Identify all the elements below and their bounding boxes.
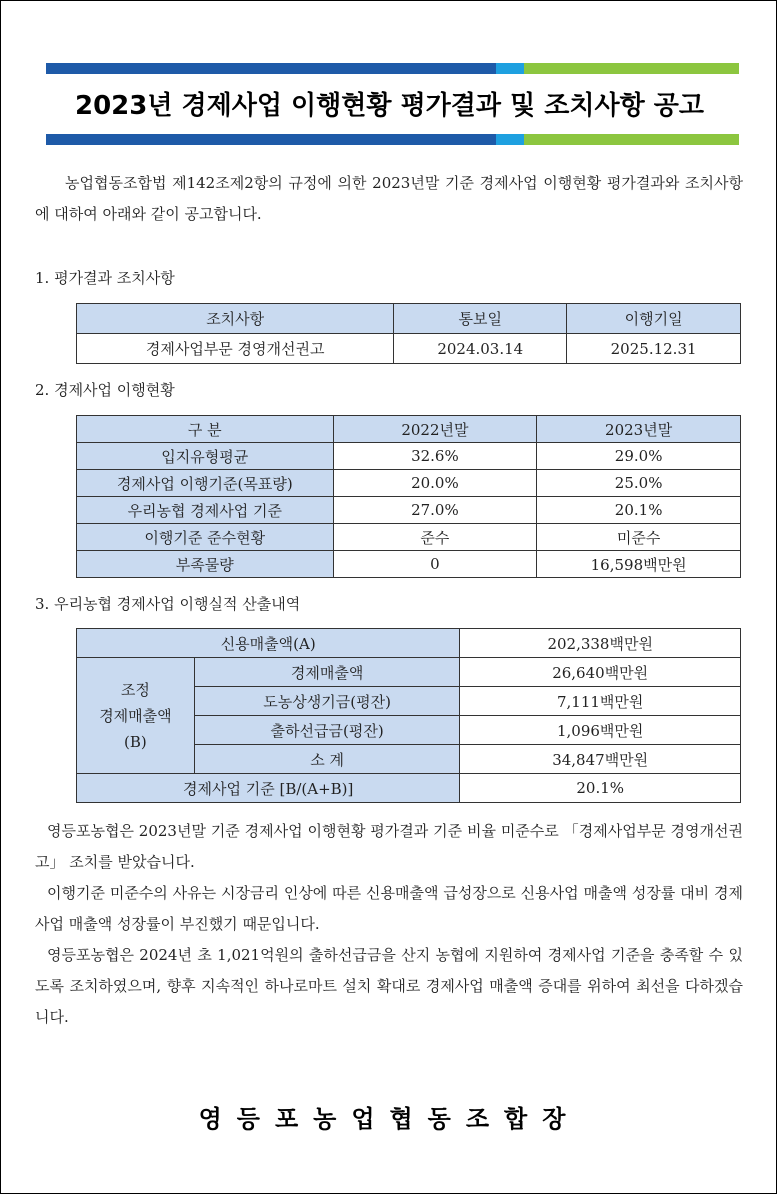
table-row [77, 658, 741, 687]
table-row [77, 774, 741, 803]
table-cell: 미준수 [537, 524, 741, 551]
table-cell: 27.0% [333, 497, 537, 524]
signature: 영등포농업협동조합장 [198, 1104, 581, 1133]
row-label: 경제사업 이행기준(목표량) [77, 470, 334, 497]
table-row [77, 629, 741, 658]
table-cell: 26,640백만원 [460, 658, 741, 687]
row-label: 이행기준 준수현황 [77, 524, 334, 551]
table-row [77, 334, 741, 364]
row-label: 도농상생기금(평잔) [194, 687, 460, 716]
table-header-row [77, 304, 741, 334]
credit-sales-label: 신용매출액(A) [77, 629, 460, 658]
header-cell: 조치사항 [77, 304, 394, 334]
credit-sales-value: 202,338백만원 [460, 629, 741, 658]
table-header-row [77, 416, 741, 443]
action-table [76, 303, 741, 364]
table-cell: 준수 [333, 524, 537, 551]
page-title: 2023년 경제사업 이행현황 평가결과 및 조치사항 공고 [75, 91, 704, 121]
adjusted-sales-label: 조정 경제매출액 (B) [77, 658, 195, 774]
row-label: 우리농협 경제사업 기준 [77, 497, 334, 524]
table-row [77, 551, 741, 578]
table-cell: 20.0% [333, 470, 537, 497]
intro-paragraph: 농업협동조합법 제142조제2항의 규정에 의한 2023년말 기준 경제사업 이행현황 평가결과와 조치사항에 대하여 아래와 같이 공고합니다. [35, 174, 743, 223]
table-cell: 25.0% [537, 470, 741, 497]
table-cell: 1,096백만원 [460, 716, 741, 745]
note-paragraph: 영등포농협은 2023년말 기준 경제사업 이행현황 평가결과 기준 비율 미준수로 「경제사업부문 경영개선권고」 조치를 받았습니다. [35, 822, 743, 871]
table-cell: 34,847백만원 [460, 745, 741, 774]
header-cell: 이행기일 [567, 304, 741, 334]
section3-heading: 3. 우리농협 경제사업 이행실적 산출내역 [35, 595, 301, 613]
note-paragraph: 영등포농협은 2024년 초 1,021억원의 출하선급금을 산지 농협에 지원하여 경제사업 기준을 충족할 수 있도록 조치하였으며, 향후 지속적인 하나로마트 설치 확대로 경제사업 매출액 증대를 위하여 최선을 다하겠습니다. [35, 946, 743, 1026]
section2-heading: 2. 경제사업 이행현황 [35, 381, 175, 399]
table-cell: 16,598백만원 [537, 551, 741, 578]
table-row [77, 443, 741, 470]
row-label: 소 계 [194, 745, 460, 774]
table-cell: 2024.03.14 [394, 334, 567, 364]
header-cell: 2022년말 [333, 416, 537, 443]
notes-block [35, 816, 743, 1033]
row-label: 경제매출액 [194, 658, 460, 687]
header-cell: 구 분 [77, 416, 334, 443]
table-cell: 20.1% [537, 497, 741, 524]
top-color-bar [46, 63, 739, 74]
header-cell: 2023년말 [537, 416, 741, 443]
table-cell: 7,111백만원 [460, 687, 741, 716]
status-table [76, 415, 741, 578]
table-cell: 32.6% [333, 443, 537, 470]
header-cell: 통보일 [394, 304, 567, 334]
note-paragraph: 이행기준 미준수의 사유는 시장금리 인상에 따른 신용매출액 급성장으로 신용사업 매출액 성장률 대비 경제사업 매출액 성장률이 부진했기 때문입니다. [35, 884, 743, 933]
calculation-table [76, 628, 741, 803]
section1-heading: 1. 평가결과 조치사항 [35, 269, 175, 287]
bottom-color-bar [46, 134, 739, 145]
row-label: 부족물량 [77, 551, 334, 578]
row-label: 출하선급금(평잔) [194, 716, 460, 745]
table-row [77, 497, 741, 524]
table-row [77, 524, 741, 551]
basis-label: 경제사업 기준 [B/(A+B)] [77, 774, 460, 803]
table-cell: 29.0% [537, 443, 741, 470]
table-row [77, 470, 741, 497]
table-cell: 2025.12.31 [567, 334, 741, 364]
table-cell: 0 [333, 551, 537, 578]
row-label: 입지유형평균 [77, 443, 334, 470]
basis-value: 20.1% [460, 774, 741, 803]
table-cell: 경제사업부문 경영개선권고 [77, 334, 394, 364]
